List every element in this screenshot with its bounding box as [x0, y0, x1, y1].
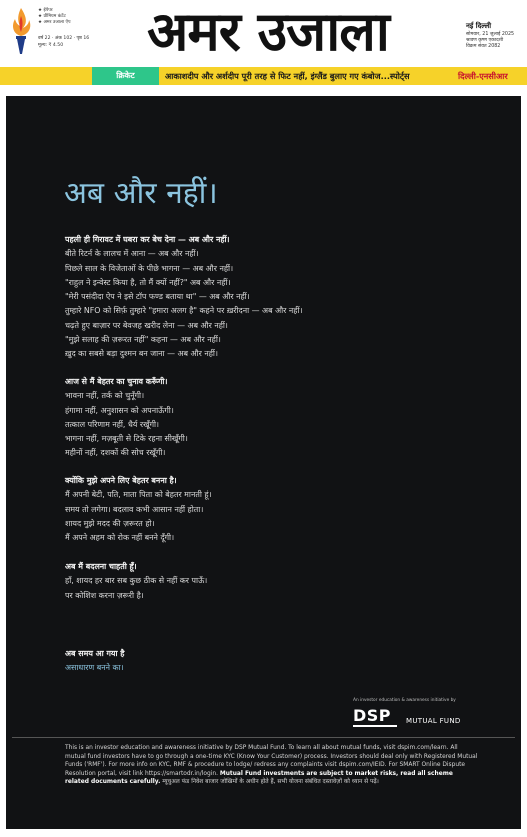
meta-line: वर्ष 22 · अंक 102 · पृष्ठ 16	[38, 36, 90, 41]
section-heading: आज से मैं बेहतर का चुनाव करूँगी।	[65, 377, 168, 386]
ad-line: शायद मुझे मदद की ज़रूरत हो।	[65, 518, 155, 528]
ad-line: चढ़ते हुए बाज़ार पर बेवजह खरीद लेना — अब और नहीं।	[65, 320, 228, 330]
region-label[interactable]: दिल्ली-एनसीआर	[458, 71, 508, 81]
dsp-wordmark: DSP	[353, 706, 392, 725]
section-heading: अब समय आ गया है	[65, 649, 125, 658]
dsp-advertisement	[6, 96, 521, 829]
ad-line: हंगामा नहीं, अनुशासन को अपनाऊँगी।	[65, 405, 174, 415]
ad-line: "मेरी पसंदीदा ऐप ने इसे टॉप फण्ड बताया था" — अब और नहीं।	[65, 292, 250, 302]
masthead-meta	[38, 36, 108, 49]
dsp-underline	[353, 725, 397, 727]
disclaimer-hindi: म्यूचुअल फंड निवेश बाजार जोखिमों के अधीन होते हैं, सभी योजना संबंधित दस्तावेज़ों को ध्यान से पढ़ें।	[162, 779, 379, 786]
ad-line: पिछले साल के विजेताओं के पीछे भागना — अब और नहीं।	[65, 263, 234, 273]
newspaper-brand[interactable]: अमर उजाला	[147, 0, 389, 63]
disclaimer-text: This is an investor education and awareness initiative by DSP Mutual Fund. To learn all about mutual funds, visit dspim.com/learn. All mutual fund investors have to go through a one-time KYC (Know Your Customer) process. Investors should deal only with Registered Mutual Funds ('RMF'). For more info on KYC, RMF & procedure to lodge/ redress any complaints visit dspim.com/IEID. For SMART Online Dispute Resolution portal, visit link https://smartodr.in/login.	[65, 745, 478, 777]
ad-section-2	[65, 375, 505, 461]
info-line: ★ अमर उजाला ऐप	[38, 20, 71, 25]
ad-line: महीनों नहीं, दशकों की सोच रखूँगी।	[65, 448, 166, 458]
ad-section-3	[65, 474, 505, 545]
date-line: विक्रम संवत 2082	[466, 44, 501, 50]
torch-logo-icon	[8, 6, 34, 56]
ad-line: मैं अपनी बेटी, पति, माता पिता को बेहतर मानती हूं।	[65, 490, 212, 500]
ad-tagline: असाधारण बनने का।	[65, 663, 124, 673]
edition-name: नई दिल्ली	[466, 22, 492, 30]
ad-section-5	[65, 647, 505, 676]
section-heading: अब मैं बदलना चाहती हूँ।	[65, 562, 137, 571]
date-info	[466, 32, 526, 51]
ad-line: "मुझे सलाह की ज़रूरत नहीं" कहना — अब और नहीं।	[65, 335, 221, 345]
ad-line: भावना नहीं, तर्क को चुनूँगी।	[65, 391, 145, 401]
section-heading: क्योंकि मुझे अपने लिए बेहतर बनना है।	[65, 476, 177, 485]
disclaimer	[65, 744, 478, 787]
headline-strip	[0, 67, 527, 85]
dsp-subtitle: MUTUAL FUND	[406, 717, 461, 725]
ad-section-4	[65, 560, 505, 603]
ad-line: भागना नहीं, मज़बूती से टिके रहना सीखूँगी।	[65, 434, 188, 444]
ad-line: तुम्हारे NFO को सिर्फ़ तुम्हारे "हमारा अलग है" कहने पर ख़रीदना — अब और नहीं।	[65, 306, 303, 316]
info-line: ★ प्रीमियम कंटेंट	[38, 14, 66, 19]
strip-headline[interactable]: आकाशदीप और अर्शदीप पूरी तरह से फिट नहीं, इंग्लैंड बुलाए गए कंबोज...स्पोर्ट्स	[165, 71, 410, 81]
ad-line: समय तो लगेगा। बदलाव कभी आसान नहीं होता।	[65, 504, 204, 514]
ad-line: हाँ, शायद हर बार सब कुछ ठीक से नहीं कर पाऊँ।	[65, 576, 208, 586]
info-line: ★ ईपेपर	[38, 8, 53, 13]
date-line: सोमवार, 21 जुलाई 2025	[466, 32, 515, 37]
divider	[12, 737, 515, 738]
ad-section-1	[65, 233, 505, 362]
ad-line: "राहुल ने इन्वेस्ट किया है, तो मैं क्यों नहीं?" अब और नहीं।	[65, 277, 231, 287]
ad-line: ख़ुद का सबसे बड़ा दुश्मन बन जाना — अब और नहीं।	[65, 349, 218, 359]
ad-title: अब और नहीं।	[64, 176, 218, 211]
ad-line: मैं अपने अहम को रोक नहीं बनने दूँगी।	[65, 533, 175, 543]
meta-line: मूल्य: ₹ 4.50	[38, 42, 64, 48]
date-line: श्रावण कृष्ण एकादशी	[466, 38, 504, 44]
masthead-left-info	[38, 8, 108, 26]
ad-line: पर कोशिश करना ज़रूरी है।	[65, 590, 144, 600]
ad-line: बीते रिटर्न के लालच में आना — अब और नहीं।	[65, 249, 199, 259]
dsp-initiative-note: An investor education & awareness initiative by	[353, 698, 456, 703]
masthead	[0, 0, 527, 66]
section-heading: पहली ही गिरावट में घबरा कर बेच देना — अब और नहीं।	[65, 235, 230, 244]
ad-line: तत्काल परिणाम नहीं, धैर्य रखूँगी।	[65, 419, 160, 429]
category-tag[interactable]: क्रिकेट	[92, 67, 159, 85]
disclaimer-risk: Mutual Fund investments are subject to market risks, read all scheme related documents carefully.	[65, 770, 453, 786]
